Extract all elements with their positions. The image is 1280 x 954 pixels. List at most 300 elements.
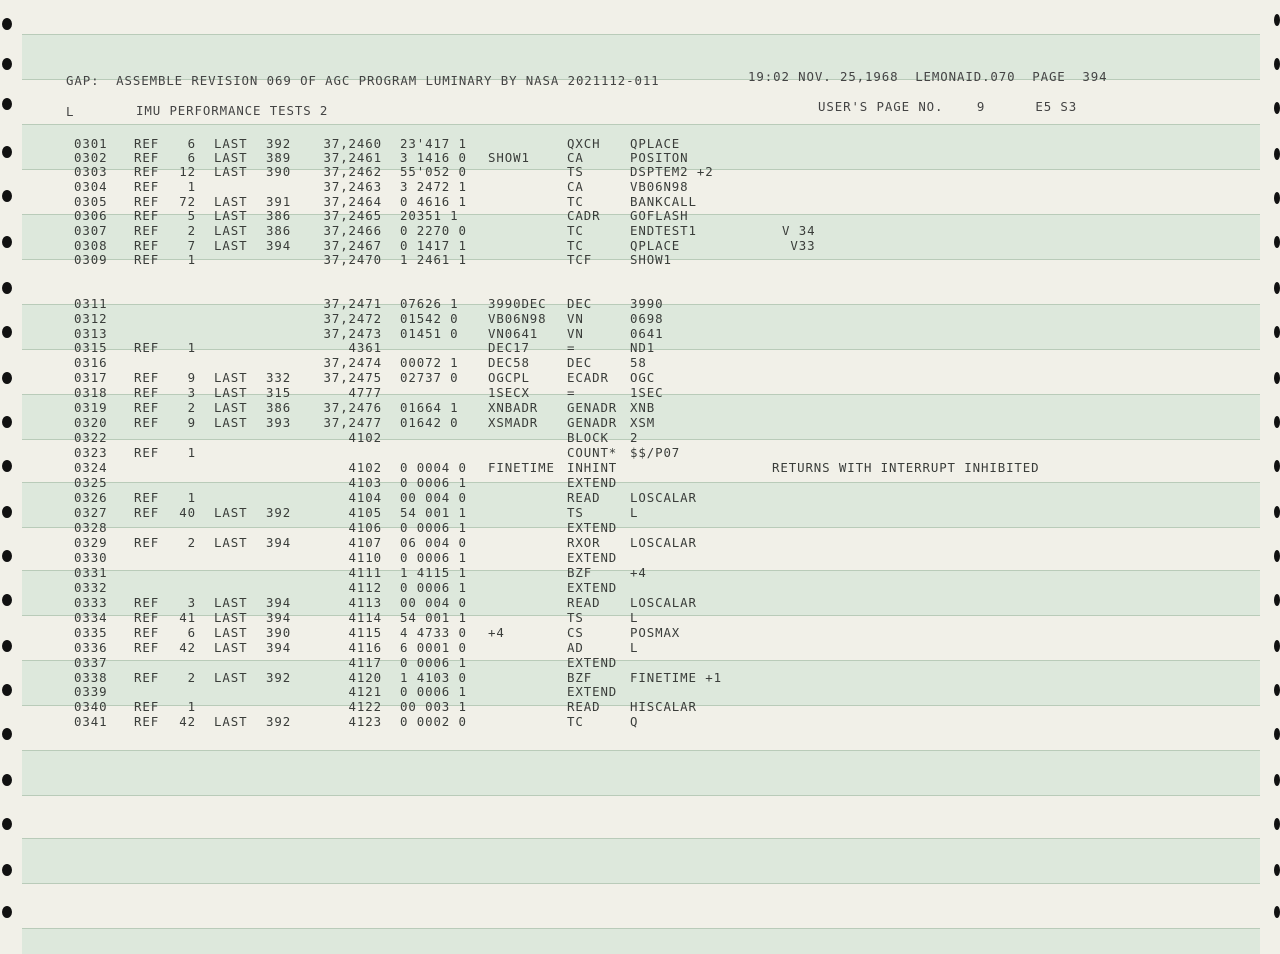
address: 37,2470: [323, 252, 382, 267]
operand: L: [630, 610, 639, 625]
ref-marker: REF: [134, 150, 160, 165]
line-number: 0323: [74, 445, 108, 460]
ref-count: 72: [179, 194, 196, 209]
last-marker: LAST: [214, 505, 248, 520]
listing-line: [0, 208, 1280, 223]
machine-code: 07626 1: [400, 296, 459, 311]
machine-code: 1 4115 1: [400, 565, 467, 580]
machine-code: 02737 0: [400, 370, 459, 385]
last-page: 394: [266, 595, 292, 610]
address: 4114: [348, 610, 382, 625]
ref-count: 1: [187, 445, 196, 460]
operand: QPLACE: [630, 238, 681, 253]
machine-code: 1 2461 1: [400, 252, 467, 267]
symbol-label: 3990DEC: [488, 296, 547, 311]
feed-hole-icon: [2, 818, 12, 830]
ref-marker: REF: [134, 370, 160, 385]
listing-line: [0, 311, 1280, 326]
last-page: 386: [266, 208, 292, 223]
operand: ND1: [630, 340, 656, 355]
address: 4116: [348, 640, 382, 655]
last-page: 386: [266, 400, 292, 415]
listing-line: [0, 430, 1280, 445]
comment: V33: [782, 238, 816, 253]
last-page: 392: [266, 670, 292, 685]
symbol-label: FINETIME: [488, 460, 555, 475]
last-page: 391: [266, 194, 292, 209]
line-number: 0326: [74, 490, 108, 505]
ref-marker: REF: [134, 340, 160, 355]
last-page: 390: [266, 164, 292, 179]
line-number: 0304: [74, 179, 108, 194]
symbol-label: VN0641: [488, 326, 539, 341]
opcode: CA: [567, 150, 584, 165]
feed-hole-icon: [2, 18, 12, 30]
opcode: EXTEND: [567, 520, 618, 535]
opcode: CS: [567, 625, 584, 640]
operand: FINETIME +1: [630, 670, 722, 685]
machine-code: 01642 0: [400, 415, 459, 430]
feed-hole-icon: [1274, 282, 1280, 294]
feed-hole-icon: [2, 282, 12, 294]
last-marker: LAST: [214, 415, 248, 430]
address: 4115: [348, 625, 382, 640]
line-number: 0301: [74, 136, 108, 151]
listing-line: [0, 150, 1280, 165]
machine-code: 01451 0: [400, 326, 459, 341]
address: 37,2471: [323, 296, 382, 311]
operand: OGC: [630, 370, 656, 385]
line-number: 0324: [74, 460, 108, 475]
address: 4107: [348, 535, 382, 550]
machine-code: 20351 1: [400, 208, 459, 223]
operand: SHOW1: [630, 252, 672, 267]
machine-code: 01542 0: [400, 311, 459, 326]
last-page: 393: [266, 415, 292, 430]
line-number: 0306: [74, 208, 108, 223]
symbol-label: XSMADR: [488, 415, 539, 430]
operand: ENDTEST1: [630, 223, 697, 238]
ref-marker: REF: [134, 194, 160, 209]
last-page: 386: [266, 223, 292, 238]
machine-code: 0 0006 1: [400, 475, 467, 490]
last-page: 332: [266, 370, 292, 385]
address: 4102: [348, 460, 382, 475]
last-marker: LAST: [214, 385, 248, 400]
machine-code: 06 004 0: [400, 535, 467, 550]
line-number: 0308: [74, 238, 108, 253]
machine-code: 00 004 0: [400, 595, 467, 610]
opcode: TCF: [567, 252, 593, 267]
line-number: 0340: [74, 699, 108, 714]
symbol-label: DEC58: [488, 355, 530, 370]
ref-marker: REF: [134, 238, 160, 253]
address: 4361: [348, 340, 382, 355]
last-marker: LAST: [214, 640, 248, 655]
assembly-header: GAP: ASSEMBLE REVISION 069 OF AGC PROGRAM LUMINARY BY NASA 2021112-011: [66, 73, 660, 88]
ref-count: 1: [187, 340, 196, 355]
machine-code: 6 0001 0: [400, 640, 467, 655]
line-number: 0317: [74, 370, 108, 385]
ref-count: 1: [187, 179, 196, 194]
line-number: 0307: [74, 223, 108, 238]
address: 37,2476: [323, 400, 382, 415]
last-marker: LAST: [214, 400, 248, 415]
ref-marker: REF: [134, 385, 160, 400]
listing-line: [0, 505, 1280, 520]
opcode: TC: [567, 714, 584, 729]
machine-code: 0 0006 1: [400, 684, 467, 699]
machine-code: 0 0006 1: [400, 520, 467, 535]
listing-line: [0, 415, 1280, 430]
line-number: 0322: [74, 430, 108, 445]
operand: L: [630, 505, 639, 520]
opcode: TC: [567, 223, 584, 238]
address: 4120: [348, 670, 382, 685]
page-title: IMU PERFORMANCE TESTS 2: [136, 103, 329, 118]
feed-hole-icon: [2, 728, 12, 740]
timestamp-page-header: 19:02 NOV. 25,1968 LEMONAID.070 PAGE 394: [748, 69, 1108, 84]
listing-line: [0, 252, 1280, 267]
last-marker: LAST: [214, 150, 248, 165]
opcode: =: [567, 340, 576, 355]
listing-line: [0, 550, 1280, 565]
last-marker: LAST: [214, 223, 248, 238]
address: 4103: [348, 475, 382, 490]
machine-code: 23'417 1: [400, 136, 467, 151]
ref-marker: REF: [134, 179, 160, 194]
symbol-label: OGCPL: [488, 370, 530, 385]
symbol-label: +4: [488, 625, 505, 640]
opcode: RXOR: [567, 535, 601, 550]
line-number: 0335: [74, 625, 108, 640]
address: 4121: [348, 684, 382, 699]
address: 4123: [348, 714, 382, 729]
ref-marker: REF: [134, 625, 160, 640]
line-number: 0331: [74, 565, 108, 580]
address: 4105: [348, 505, 382, 520]
address: 37,2474: [323, 355, 382, 370]
line-number: 0339: [74, 684, 108, 699]
line-number: 0309: [74, 252, 108, 267]
feed-hole-icon: [2, 774, 12, 786]
listing-line: [0, 714, 1280, 729]
operand: POSITON: [630, 150, 689, 165]
line-number: 0327: [74, 505, 108, 520]
address: 4106: [348, 520, 382, 535]
opcode: VN: [567, 311, 584, 326]
feed-hole-icon: [1274, 102, 1280, 114]
last-marker: LAST: [214, 194, 248, 209]
symbol-label: 1SECX: [488, 385, 530, 400]
ref-count: 6: [187, 150, 196, 165]
listing-line: [0, 136, 1280, 151]
last-page: 389: [266, 150, 292, 165]
opcode: ECADR: [567, 370, 609, 385]
machine-code: 0 0002 0: [400, 714, 467, 729]
operand: VB06N98: [630, 179, 689, 194]
machine-code: 1 4103 0: [400, 670, 467, 685]
last-page: 394: [266, 610, 292, 625]
listing-line: [0, 238, 1280, 253]
feed-hole-icon: [2, 58, 12, 70]
line-number: 0305: [74, 194, 108, 209]
listing-line: [0, 580, 1280, 595]
ref-count: 2: [187, 400, 196, 415]
users-page-number: USER'S PAGE NO. 9 E5 S3: [818, 99, 1078, 114]
last-page: 394: [266, 640, 292, 655]
feed-hole-icon: [1274, 728, 1280, 740]
machine-code: 0 1417 1: [400, 238, 467, 253]
listing-line: [0, 640, 1280, 655]
ref-count: 1: [187, 252, 196, 267]
ref-count: 12: [179, 164, 196, 179]
line-number: 0329: [74, 535, 108, 550]
last-marker: LAST: [214, 238, 248, 253]
operand: L: [630, 640, 639, 655]
opcode: BZF: [567, 565, 593, 580]
listing-line: [0, 490, 1280, 505]
opcode: GENADR: [567, 400, 618, 415]
machine-code: 0 0006 1: [400, 580, 467, 595]
operand: QPLACE: [630, 136, 681, 151]
operand: XNB: [630, 400, 656, 415]
ref-marker: REF: [134, 400, 160, 415]
last-marker: LAST: [214, 714, 248, 729]
address: 37,2473: [323, 326, 382, 341]
address: 4117: [348, 655, 382, 670]
ref-count: 5: [187, 208, 196, 223]
line-number: 0330: [74, 550, 108, 565]
line-number: 0312: [74, 311, 108, 326]
address: 4113: [348, 595, 382, 610]
ref-count: 7: [187, 238, 196, 253]
operand: 3990: [630, 296, 664, 311]
opcode: BZF: [567, 670, 593, 685]
feed-hole-icon: [1274, 58, 1280, 70]
ref-marker: REF: [134, 136, 160, 151]
opcode: EXTEND: [567, 550, 618, 565]
feed-hole-icon: [1274, 906, 1280, 918]
address: 37,2465: [323, 208, 382, 223]
operand: POSMAX: [630, 625, 681, 640]
address: 37,2464: [323, 194, 382, 209]
operand: 0698: [630, 311, 664, 326]
symbol-label: VB06N98: [488, 311, 547, 326]
listing-line: [0, 194, 1280, 209]
ref-marker: REF: [134, 640, 160, 655]
address: 37,2477: [323, 415, 382, 430]
ref-marker: REF: [134, 252, 160, 267]
listing-line: [0, 670, 1280, 685]
last-marker: LAST: [214, 625, 248, 640]
listing-line: [0, 520, 1280, 535]
operand: LOSCALAR: [630, 595, 697, 610]
machine-code: 0 2270 0: [400, 223, 467, 238]
address: 4102: [348, 430, 382, 445]
operand: 2: [630, 430, 639, 445]
line-number: 0341: [74, 714, 108, 729]
opcode: COUNT*: [567, 445, 618, 460]
green-bar: [22, 750, 1260, 796]
address: 37,2463: [323, 179, 382, 194]
ref-count: 2: [187, 223, 196, 238]
line-number: 0313: [74, 326, 108, 341]
ref-marker: REF: [134, 505, 160, 520]
comment: RETURNS WITH INTERRUPT INHIBITED: [772, 460, 1040, 475]
ref-marker: REF: [134, 223, 160, 238]
opcode: EXTEND: [567, 475, 618, 490]
listing-line: [0, 355, 1280, 370]
operand: LOSCALAR: [630, 490, 697, 505]
listing-line: [0, 625, 1280, 640]
ref-marker: REF: [134, 699, 160, 714]
listing-line: [0, 385, 1280, 400]
opcode: TS: [567, 164, 584, 179]
last-marker: LAST: [214, 164, 248, 179]
operand: 0641: [630, 326, 664, 341]
line-number: 0315: [74, 340, 108, 355]
address: 4122: [348, 699, 382, 714]
opcode: TC: [567, 194, 584, 209]
last-page: 392: [266, 505, 292, 520]
listing-line: [0, 445, 1280, 460]
ref-count: 9: [187, 370, 196, 385]
line-number: 0325: [74, 475, 108, 490]
address: 37,2466: [323, 223, 382, 238]
opcode: READ: [567, 595, 601, 610]
opcode: READ: [567, 490, 601, 505]
last-page: 392: [266, 136, 292, 151]
ref-marker: REF: [134, 610, 160, 625]
line-number: 0338: [74, 670, 108, 685]
line-number: 0333: [74, 595, 108, 610]
line-number: 0332: [74, 580, 108, 595]
machine-code: 54 001 1: [400, 505, 467, 520]
machine-code: 0 0006 1: [400, 550, 467, 565]
opcode: EXTEND: [567, 684, 618, 699]
address: 37,2472: [323, 311, 382, 326]
listing-line: [0, 326, 1280, 341]
address: 37,2461: [323, 150, 382, 165]
opcode: READ: [567, 699, 601, 714]
ref-marker: REF: [134, 415, 160, 430]
listing-line: [0, 223, 1280, 238]
machine-code: 0 0006 1: [400, 655, 467, 670]
machine-code: 3 2472 1: [400, 179, 467, 194]
opcode: DEC: [567, 355, 593, 370]
address: 4111: [348, 565, 382, 580]
ref-count: 40: [179, 505, 196, 520]
line-number: 0336: [74, 640, 108, 655]
operand: $$/P07: [630, 445, 681, 460]
last-marker: LAST: [214, 595, 248, 610]
address: 37,2462: [323, 164, 382, 179]
green-bar: [22, 928, 1260, 954]
comment: V 34: [782, 223, 816, 238]
feed-hole-icon: [1274, 774, 1280, 786]
last-page: 392: [266, 714, 292, 729]
machine-code: 3 1416 0: [400, 150, 467, 165]
ref-marker: REF: [134, 490, 160, 505]
line-number: 0320: [74, 415, 108, 430]
ref-count: 6: [187, 136, 196, 151]
line-number: 0319: [74, 400, 108, 415]
operand: DSPTEM2 +2: [630, 164, 714, 179]
machine-code: 55'052 0: [400, 164, 467, 179]
opcode: BLOCK: [567, 430, 609, 445]
ref-count: 1: [187, 490, 196, 505]
machine-code: 0 4616 1: [400, 194, 467, 209]
ref-marker: REF: [134, 164, 160, 179]
operand: BANKCALL: [630, 194, 697, 209]
last-marker: LAST: [214, 610, 248, 625]
last-marker: LAST: [214, 535, 248, 550]
green-bar: [22, 838, 1260, 884]
feed-hole-icon: [2, 864, 12, 876]
line-number: 0318: [74, 385, 108, 400]
listing-line: [0, 535, 1280, 550]
last-marker: LAST: [214, 370, 248, 385]
feed-hole-icon: [1274, 818, 1280, 830]
line-number: 0303: [74, 164, 108, 179]
address: 4777: [348, 385, 382, 400]
last-page: 315: [266, 385, 292, 400]
address: 37,2467: [323, 238, 382, 253]
opcode: GENADR: [567, 415, 618, 430]
last-page: 394: [266, 238, 292, 253]
ref-count: 2: [187, 535, 196, 550]
last-marker: LAST: [214, 208, 248, 223]
machine-code: 0 0004 0: [400, 460, 467, 475]
opcode: VN: [567, 326, 584, 341]
ref-count: 42: [179, 640, 196, 655]
listing-line: [0, 475, 1280, 490]
opcode: QXCH: [567, 136, 601, 151]
ref-marker: REF: [134, 445, 160, 460]
address: 4104: [348, 490, 382, 505]
opcode: CADR: [567, 208, 601, 223]
operand: GOFLASH: [630, 208, 689, 223]
address: 4112: [348, 580, 382, 595]
listing-line: [0, 370, 1280, 385]
log-section-letter: L: [66, 104, 75, 119]
listing-line: [0, 340, 1280, 355]
ref-count: 9: [187, 415, 196, 430]
opcode: CA: [567, 179, 584, 194]
operand: +4: [630, 565, 647, 580]
listing-line: [0, 179, 1280, 194]
listing-line: [0, 595, 1280, 610]
feed-hole-icon: [1274, 14, 1280, 26]
line-number: 0337: [74, 655, 108, 670]
opcode: =: [567, 385, 576, 400]
listing-line: [0, 460, 1280, 475]
line-number: 0316: [74, 355, 108, 370]
listing-line: [0, 565, 1280, 580]
opcode: DEC: [567, 296, 593, 311]
ref-marker: REF: [134, 714, 160, 729]
machine-code: 00 004 0: [400, 490, 467, 505]
symbol-label: DEC17: [488, 340, 530, 355]
last-page: 390: [266, 625, 292, 640]
machine-code: 54 001 1: [400, 610, 467, 625]
operand: XSM: [630, 415, 656, 430]
ref-count: 41: [179, 610, 196, 625]
operand: HISCALAR: [630, 699, 697, 714]
operand: Q: [630, 714, 639, 729]
address: 37,2475: [323, 370, 382, 385]
